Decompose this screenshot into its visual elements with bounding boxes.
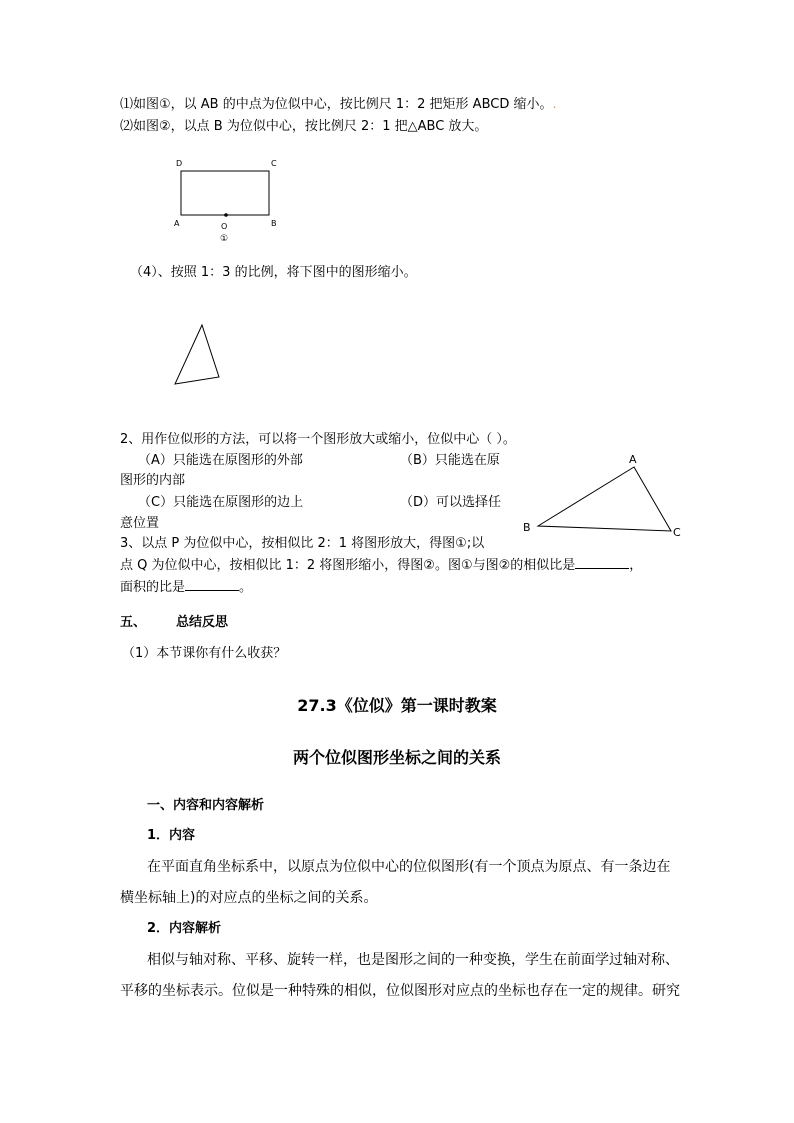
answer-blank-area[interactable]: [185, 578, 239, 591]
figure-number-1: ①: [220, 234, 229, 244]
label-tri-b: B: [523, 521, 531, 534]
label-o: O: [221, 222, 228, 231]
question-2-option-b-cont: 图形的内部: [120, 473, 186, 488]
label-d: D: [176, 159, 183, 168]
lesson-title: 27.3《位似》第一课时教案: [297, 696, 497, 715]
question-2-option-c: （C）只能选在原图形的边上: [138, 495, 304, 510]
label-c: C: [271, 159, 277, 168]
paragraph-content-1: 在平面直角坐标系中，以原点为位似中心的位似图形(有一个顶点为原点、有一条边在: [147, 859, 671, 875]
question-3-line-2: 点 Q 为位似中心，按相似比 1：2 将图形缩小，得图②。图①与图②的相似比是 ，: [120, 558, 643, 573]
question-2-option-b: （B）只能选在原: [400, 453, 500, 468]
exercise-4-text: （4）、按照 1：3 的比例，将下图中的图形缩小。: [130, 265, 417, 280]
paragraph-analysis-1: 相似与轴对称、平移、旋转一样，也是图形之间的一种变换，学生在前面学过轴对称、: [147, 952, 679, 968]
label-tri-a: A: [629, 453, 637, 466]
label-b: B: [271, 219, 277, 228]
heading-content: 1．内容: [147, 828, 196, 843]
question-2-option-d-cont: 意位置: [120, 516, 160, 531]
section-5-title: 总结反思: [176, 615, 229, 630]
question-3-line-3: 面积的比是 。: [120, 580, 253, 595]
triangle-abc: [538, 467, 671, 531]
lesson-subtitle: 两个位似图形坐标之间的关系: [292, 748, 501, 767]
section-5-question-1: （1）本节课你有什么收获？: [122, 646, 287, 661]
paragraph-analysis-2: 平移的坐标表示。位似是一种特殊的相似，位似图形对应点的坐标也存在一定的规律。研究: [120, 983, 680, 999]
heading-content-analysis: 一、内容和内容解析: [147, 798, 265, 813]
label-a: A: [174, 219, 180, 228]
question-2-option-d: （D）可以选择任: [400, 495, 502, 510]
section-5-number: 五、: [120, 615, 147, 630]
paragraph-content-2: 横坐标轴上)的对应点的坐标之间的关系。: [120, 890, 378, 906]
question-3-line-1: 3、以点 P 为位似中心，按相似比 2：1 将图形放大，得图①;以: [120, 536, 485, 551]
answer-blank-ratio[interactable]: [575, 556, 629, 569]
heading-content-analysis-2: 2．内容解析: [147, 921, 222, 936]
question-2-option-a: （A）只能选在原图形的外部: [138, 453, 303, 468]
question-2-stem: 2、用作位似形的方法，可以将一个图形放大或缩小，位似中心（ ）。: [120, 432, 516, 447]
exercise-2-text: ⑵如图②，以点 B 为位似中心，按比例尺 2：1 把△ABC 放大。: [120, 119, 488, 134]
stray-dot: .: [552, 97, 557, 112]
label-tri-c: C: [673, 526, 681, 539]
exercise-1-text: ⑴如图①，以 AB 的中点为位似中心，按比例尺 1：2 把矩形 ABCD 缩小。.: [120, 97, 557, 112]
